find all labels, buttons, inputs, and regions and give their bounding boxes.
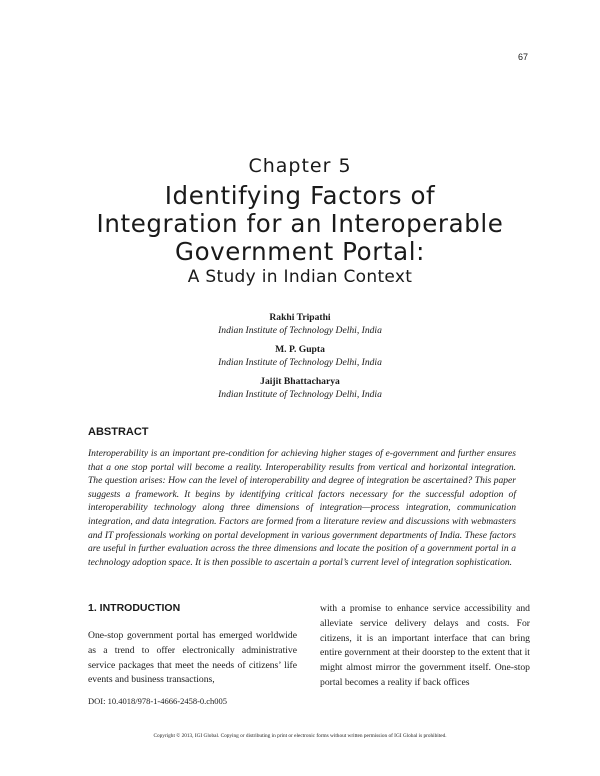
chapter-title [0, 182, 600, 266]
title-line: Integration for an Interoperable [96, 209, 504, 238]
introduction-left-column: One-stop government portal has emerged worldwide as a trend to offer electronically administrative service packages that meet the needs of citizens’ life events and business transactions, [88, 630, 297, 686]
author-name: Jaijit Bhattacharya [260, 376, 340, 387]
introduction-right-column: with a promise to enhance service accessibility and alleviate service delivery delays and costs. For citizens, it is an important interface that can bring entire government at their doorstep to the extent that it might almost mirror the government itself. One-stop portal becomes a reality if back offices [320, 603, 530, 688]
title-line: Identifying Factors of [164, 181, 436, 210]
author-block [0, 343, 600, 375]
author-affiliation: Indian Institute of Technology Delhi, India [218, 325, 382, 336]
author-affiliation: Indian Institute of Technology Delhi, India [218, 357, 382, 368]
chapter-label: Chapter 5 [248, 155, 352, 177]
introduction-heading: 1. INTRODUCTION [88, 602, 181, 614]
author-list [0, 311, 600, 407]
author-name: Rakhi Tripathi [269, 312, 331, 323]
page-number: 67 [517, 52, 528, 62]
author-name: M. P. Gupta [275, 344, 325, 355]
author-affiliation: Indian Institute of Technology Delhi, India [218, 389, 382, 400]
author-block [0, 311, 600, 343]
title-line: Government Portal: [174, 237, 426, 266]
chapter-subtitle: A Study in Indian Context [187, 267, 413, 287]
abstract-heading: ABSTRACT [88, 426, 149, 438]
copyright-notice: Copyright © 2013, IGI Global. Copying or distributing in print or electronic forms without written permission of IGI Global is prohibited. [153, 733, 447, 739]
doi-footnote: DOI: 10.4018/978-1-4666-2458-0.ch005 [88, 696, 228, 706]
abstract-text: Interoperability is an important pre-condition for achieving higher stages of e-government and further ensures that a one stop portal will become a reality. Interoperability results from vertical and horizontal integration. The question arises: How can the level of interoperability and degree of integration be ascertained? This paper suggests a framework. It begins by identifying critical factors necessary for the successful adoption of interoperability technology along three dimensions of integration—process integration, communication integration, and data integration. Factors are formed from a literature review and discussions with webmasters and IT professionals working on portal development in various government departments of India. These factors are useful in further evaluation across the three dimensions and locate the position of a government portal in a technology adoption space. It is then possible to ascertain a portal’s current level of integration sophistication. [88, 448, 516, 568]
author-block [0, 375, 600, 407]
